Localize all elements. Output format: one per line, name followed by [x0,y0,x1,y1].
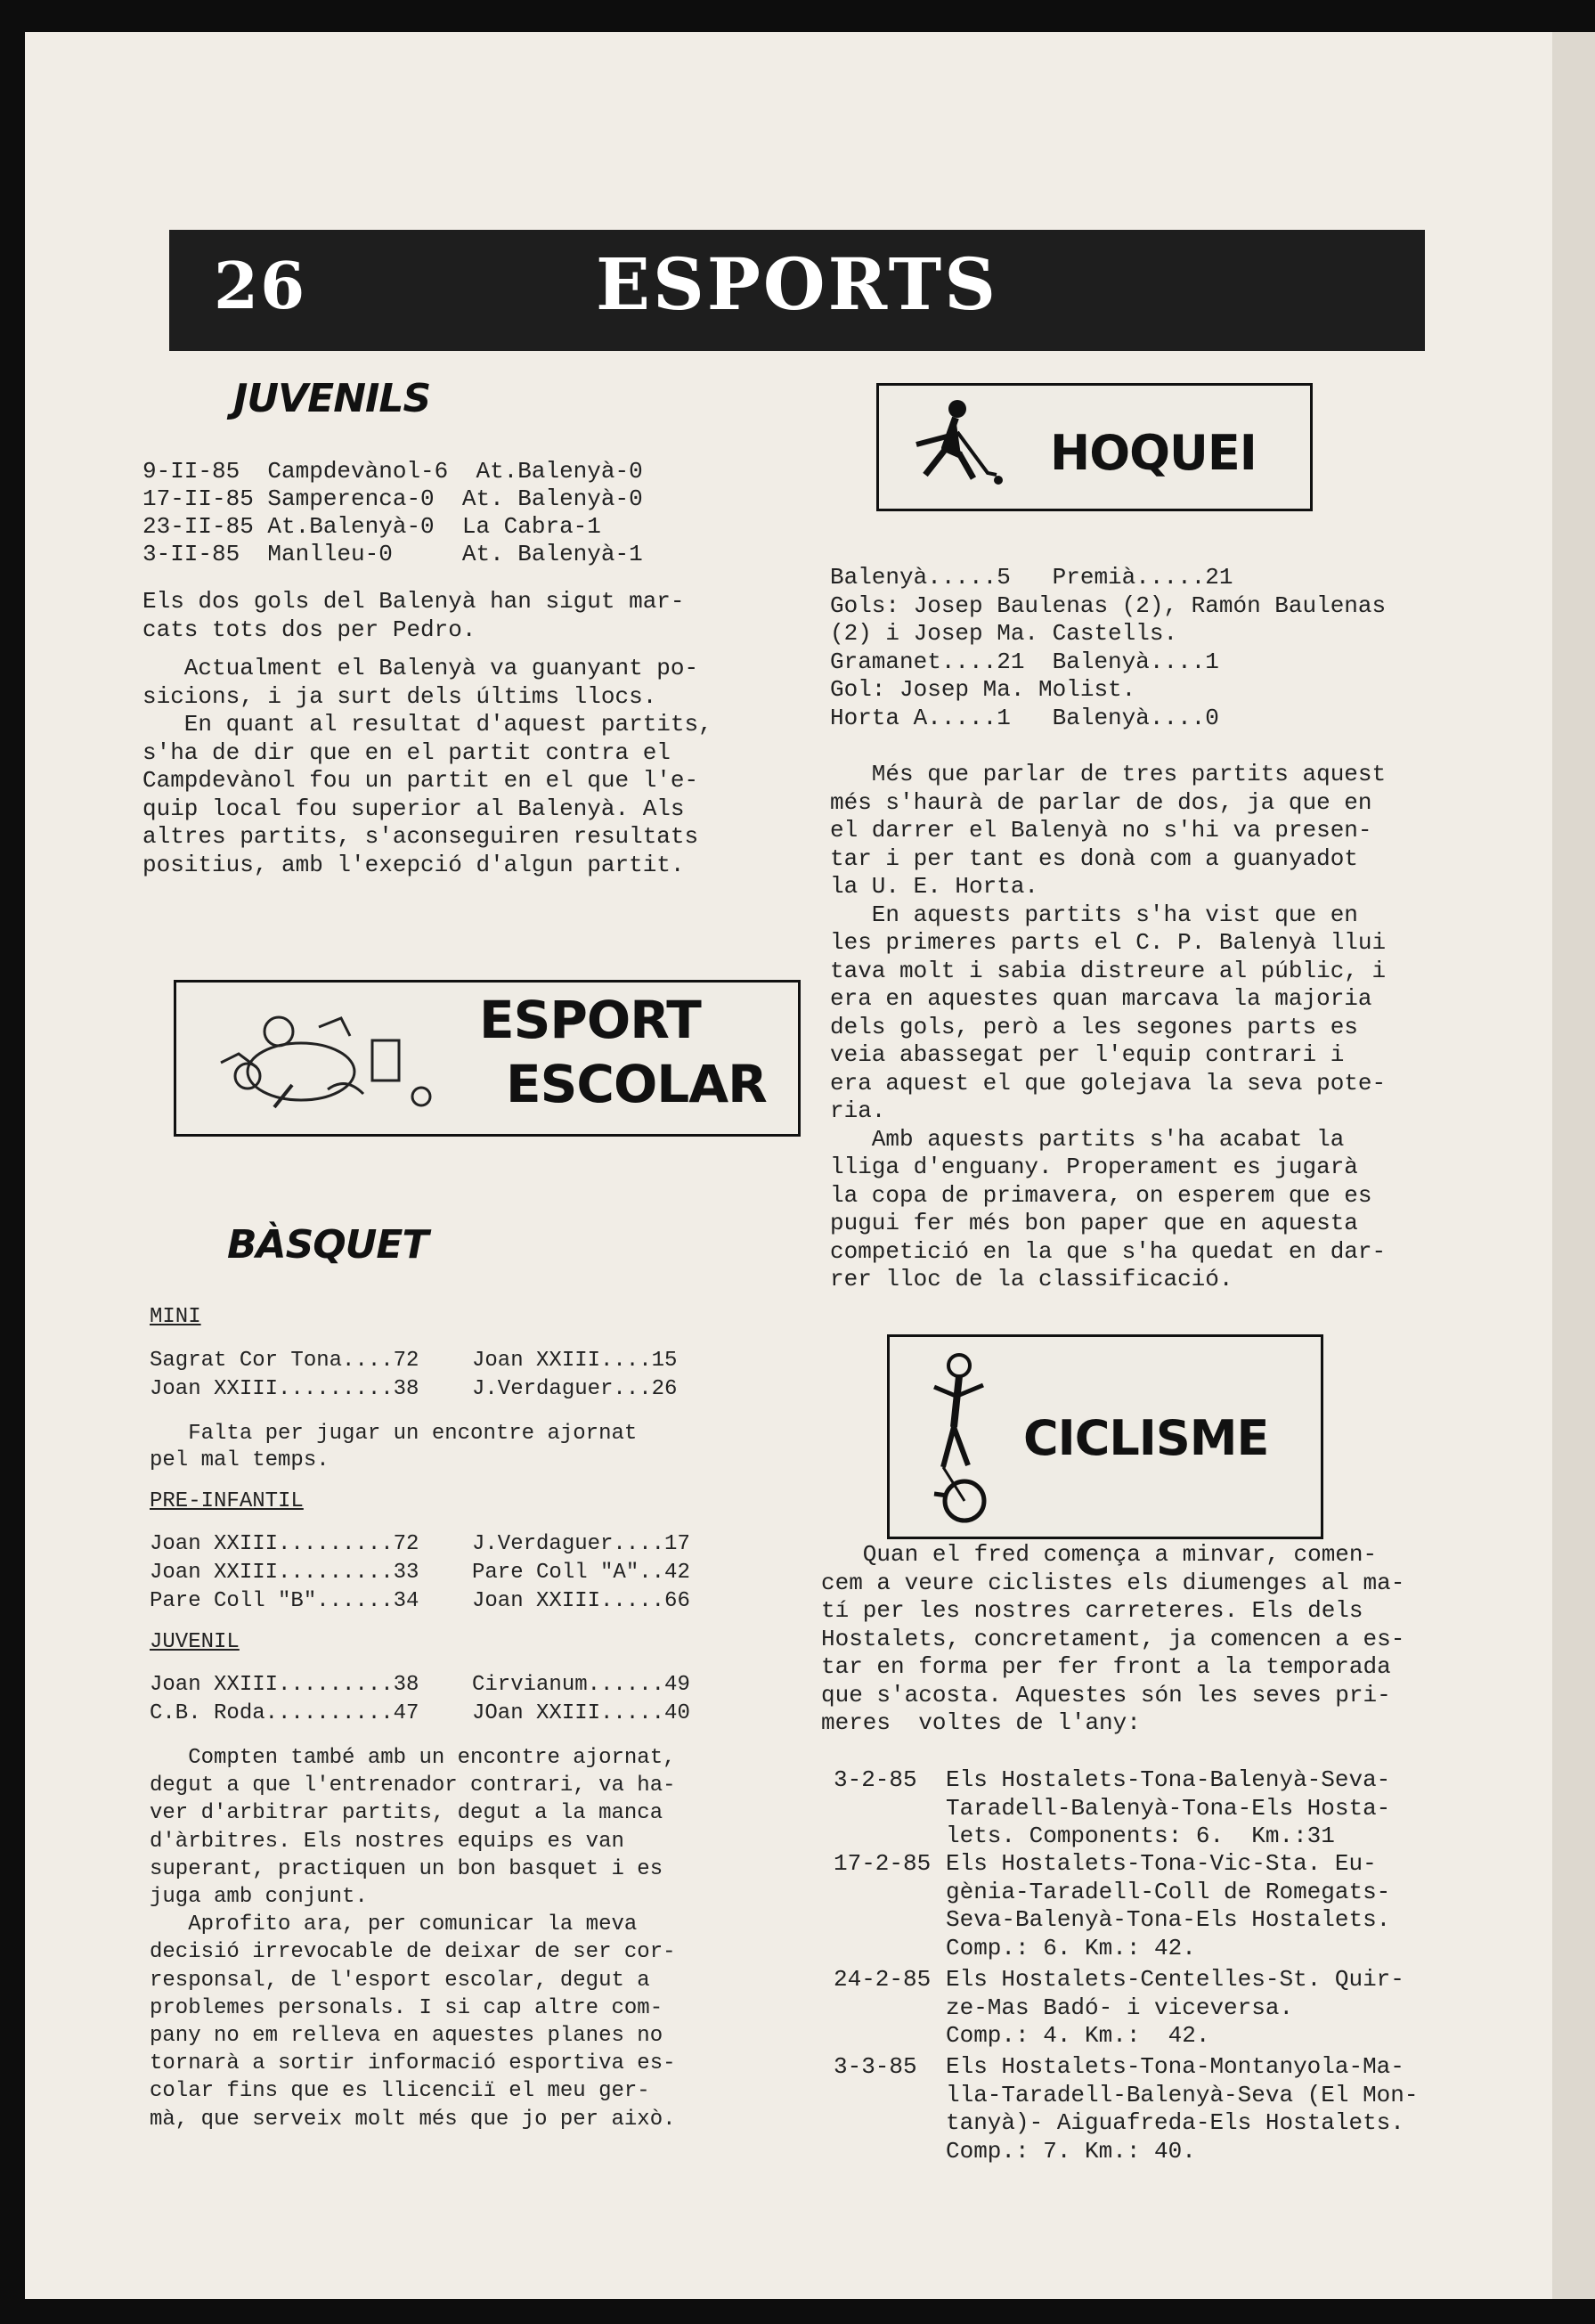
score-cell: J.Verdaguer....17 [472,1532,690,1556]
text-line: Taradell-Balenyà-Tona-Els Hosta- [946,1794,1391,1822]
text-line: Aprofito ara, per comunicar la meva [150,1912,638,1937]
mini-note [150,1448,330,1472]
juvenil-right [472,1701,690,1725]
basquet-text [150,1744,676,2133]
juvenils-heading: JUVENILS [233,376,431,421]
hockey-player-icon [899,393,1005,500]
text-line: responsal, de l'esport escolar, degut a [150,1968,650,1993]
text-line: cem a veure ciclistes els diumenges al ma- [821,1569,1405,1596]
text-line: tí per les nostres carreteres. Els dels [821,1597,1363,1624]
juvenil-left [150,1673,419,1697]
text-line: Hostalets, concretament, ja comencen a es- [821,1625,1405,1652]
juvenil-label: JUVENIL [150,1630,240,1654]
esport-escolar-box [174,980,801,1137]
text-line: tornarà a sortir informació esportiva es- [150,2051,676,2076]
route-date: 24-2-85 [834,1966,932,1993]
text-line: gènia-Taradell-Coll de Romegats- [946,1878,1391,1905]
text-line: pel mal temps. [150,1448,330,1472]
text-line: Compten també amb un encontre ajornat, [150,1746,676,1770]
page-number: 26 [214,248,307,323]
text-line: que s'acosta. Aquestes són les seves pri- [821,1681,1391,1708]
ciclisme-title: CICLISME [1023,1410,1269,1466]
score-cell: Joan XXIII....15 [472,1349,678,1373]
text-line: tanyà)- Aiguafreda-Els Hostalets. [946,2109,1404,2136]
text-line: lets. Components: 6. Km.:31 [946,1823,1335,1849]
mini-left [150,1349,419,1373]
text-line: En quant al resultat d'aquest partits, [142,711,712,738]
text-line: Els Hostalets-Tona-Balenyà-Seva- [946,1766,1391,1793]
juvenils-paragraph [142,655,712,879]
text-line: positius, amb l'exepció d'algun partit. [142,851,685,878]
cyclist-icon [907,1342,1005,1529]
text-line: tar en forma per fer front a la temporada [821,1653,1391,1680]
text-line: Gramanet....21 Balenyà....1 [830,648,1219,675]
route-text [946,1766,1390,1851]
text-line: d'àrbitres. Els nostres equips es van [150,1829,624,1854]
ciclisme-intro [821,1541,1404,1738]
score-cell: Sagrat Cor Tona....72 [150,1349,419,1373]
mini-left [150,1377,419,1401]
score-cell: Joan XXIII.........38 [150,1377,419,1401]
route-text [946,1850,1390,1962]
score-cell: Pare Coll "A"..42 [472,1561,690,1585]
text-line: més s'haurà de parlar de dos, ja que en [830,788,1372,816]
text-line: ze-Mas Badó- i viceversa. [946,1994,1294,2021]
route-text [946,1966,1404,2051]
preinfantil-left [150,1561,419,1585]
text-line: s'ha de dir que en el partit contra el [142,738,671,766]
section-title: ESPORTS [596,242,998,326]
text-line: veia abassegat per l'equip contrari i [830,1041,1345,1068]
text-line: ria. [830,1097,886,1124]
text-line: Amb aquests partits s'ha acabat la [830,1125,1345,1153]
result-row: 9-II-85 Campdevànol-6 At.Balenyà-0 [142,458,643,485]
text-line: quip local fou superior al Balenyà. Als [142,795,685,822]
next-page-edge [1552,32,1595,2299]
text-line: juga amb conjunt. [150,1885,368,1910]
score-cell: C.B. Roda..........47 [150,1701,419,1725]
score-cell: J.Verdaguer...26 [472,1377,678,1401]
text-line: Els dos gols del Balenyà han sigut mar- [142,588,685,615]
text-line: colar fins que es llicenciï el meu ger- [150,2079,650,2104]
text-line: sicions, i ja surt dels últims llocs. [142,682,657,710]
text-line: competició en la que s'ha quedat en dar- [830,1237,1387,1265]
preinfantil-label: PRE-INFANTIL [150,1489,304,1513]
hoquei-title: HOQUEI [1050,425,1257,481]
text-line: Seva-Balenyà-Tona-Els Hostalets. [946,1906,1391,1933]
text-line: ver d'arbitrar partits, degut a la manca [150,1801,663,1826]
text-line: pany no em relleva en aquestes planes no [150,2024,663,2049]
text-line: Horta A.....1 Balenyà....0 [830,704,1219,731]
score-cell: Joan XXIII.........33 [150,1561,419,1585]
juvenil-left [150,1701,419,1725]
text-line: decisió irrevocable de deixar de ser cor- [150,1940,676,1965]
hoquei-box [876,383,1313,511]
text-line: era en aquestes quan marcava la majoria [830,985,1372,1012]
text-line: Comp.: 7. Km.: 40. [946,2137,1196,2165]
text-line: Gol: Josep Ma. Molist. [830,676,1136,703]
text-line: Actualment el Balenyà va guanyant po- [142,655,699,681]
score-cell: Pare Coll "B"......34 [150,1589,419,1613]
mini-note [150,1422,637,1446]
text-line: era aquest el que golejava la seva pote- [830,1069,1387,1097]
text-line: Falta per jugar un encontre ajornat [150,1422,638,1446]
text-line: Gols: Josep Baulenas (2), Ramón Baulenas [830,591,1387,619]
result-row: 23-II-85 At.Balenyà-0 La Cabra-1 [142,513,601,540]
preinfantil-left [150,1589,419,1613]
text-line: Els Hostalets-Tona-Vic-Sta. Eu- [946,1850,1377,1877]
juvenil-right [472,1673,690,1697]
text-line: la copa de primavera, on esperem que es [830,1181,1372,1209]
hoquei-results [830,564,1386,732]
text-line: rer lloc de la classificació. [830,1266,1233,1292]
text-line: Balenyà.....5 Premià.....21 [830,564,1233,591]
mini-label: MINI [150,1305,201,1329]
basquet-heading: BÀSQUET [227,1222,428,1268]
text-line: el darrer el Balenyà no s'hi va presen- [830,817,1372,844]
text-line: Els Hostalets-Tona-Montanyola-Ma- [946,2053,1404,2080]
text-line: problemes personals. I si cap altre com- [150,1995,663,2020]
result-row: 17-II-85 Samperenca-0 At. Balenyà-0 [142,485,643,512]
text-line: dels gols, però a les segones parts es [830,1013,1358,1040]
text-line: meres voltes de l'any: [821,1709,1141,1736]
preinfantil-left [150,1532,419,1556]
route-date: 3-2-85 [834,1766,917,1793]
mini-right [472,1349,677,1373]
score-cell: Cirvianum......49 [472,1673,690,1697]
text-line: pugui fer més bon paper que en aquesta [830,1210,1358,1236]
text-line: mà, que serveix molt més que jo per això. [150,2107,676,2132]
esport-label: ESPORT [479,990,701,1050]
text-line: cats tots dos per Pedro. [142,616,476,643]
escolar-label: ESCOLAR [506,1054,767,1114]
show-through-text [791,1404,812,1477]
juvenils-paragraph [142,588,685,644]
section-banner [169,230,1425,351]
text-line: tar i per tant es donà com a guanyadot [830,844,1358,872]
preinfantil-right [472,1561,690,1585]
text-line: lliga d'enguany. Properament es jugarà [830,1154,1358,1180]
text-line: En aquests partits s'ha vist que en [830,901,1358,928]
ciclisme-box [887,1334,1323,1539]
mini-right [472,1377,677,1401]
text-line: altres partits, s'aconseguiren resultats [142,823,699,850]
route-date: 17-2-85 [834,1850,932,1877]
score-cell: Joan XXIII.........38 [150,1673,419,1697]
preinfantil-right [472,1589,690,1613]
text-line: Més que parlar de tres partits aquest [830,761,1387,787]
text-line: Quan el fred comença a minvar, comen- [821,1541,1378,1568]
text-line: Campdevànol fou un partit en el que l'e- [142,767,699,794]
text-line: la U. E. Horta. [830,873,1039,900]
route-date: 3-3-85 [834,2053,917,2080]
score-cell: Joan XXIII.........72 [150,1532,419,1556]
text-line: les primeres parts el C. P. Balenyà llui [830,929,1387,956]
text-line: Comp.: 6. Km.: 42. [946,1934,1196,1961]
score-cell: Joan XXIII.....66 [472,1589,690,1613]
text-line: Els Hostalets-Centelles-St. Quir- [946,1966,1404,1993]
text-line: tava molt i sabia distreure al públic, i [830,957,1387,984]
children-sports-illustration [194,991,461,1125]
preinfantil-right [472,1532,690,1556]
result-row: 3-II-85 Manlleu-0 At. Balenyà-1 [142,541,643,567]
text-line: superant, practiquen un bon basquet i es [150,1856,663,1881]
text-line: (2) i Josep Ma. Castells. [830,620,1178,647]
text-line: degut a que l'entrenador contrari, va ha- [150,1774,676,1798]
text-line: lla-Taradell-Balenyà-Seva (El Mon- [946,2081,1419,2108]
route-text [946,2053,1419,2165]
hoquei-text [830,761,1386,1294]
score-cell: JOan XXIII.....40 [472,1701,690,1725]
text-line: Comp.: 4. Km.: 42. [946,2022,1210,2049]
